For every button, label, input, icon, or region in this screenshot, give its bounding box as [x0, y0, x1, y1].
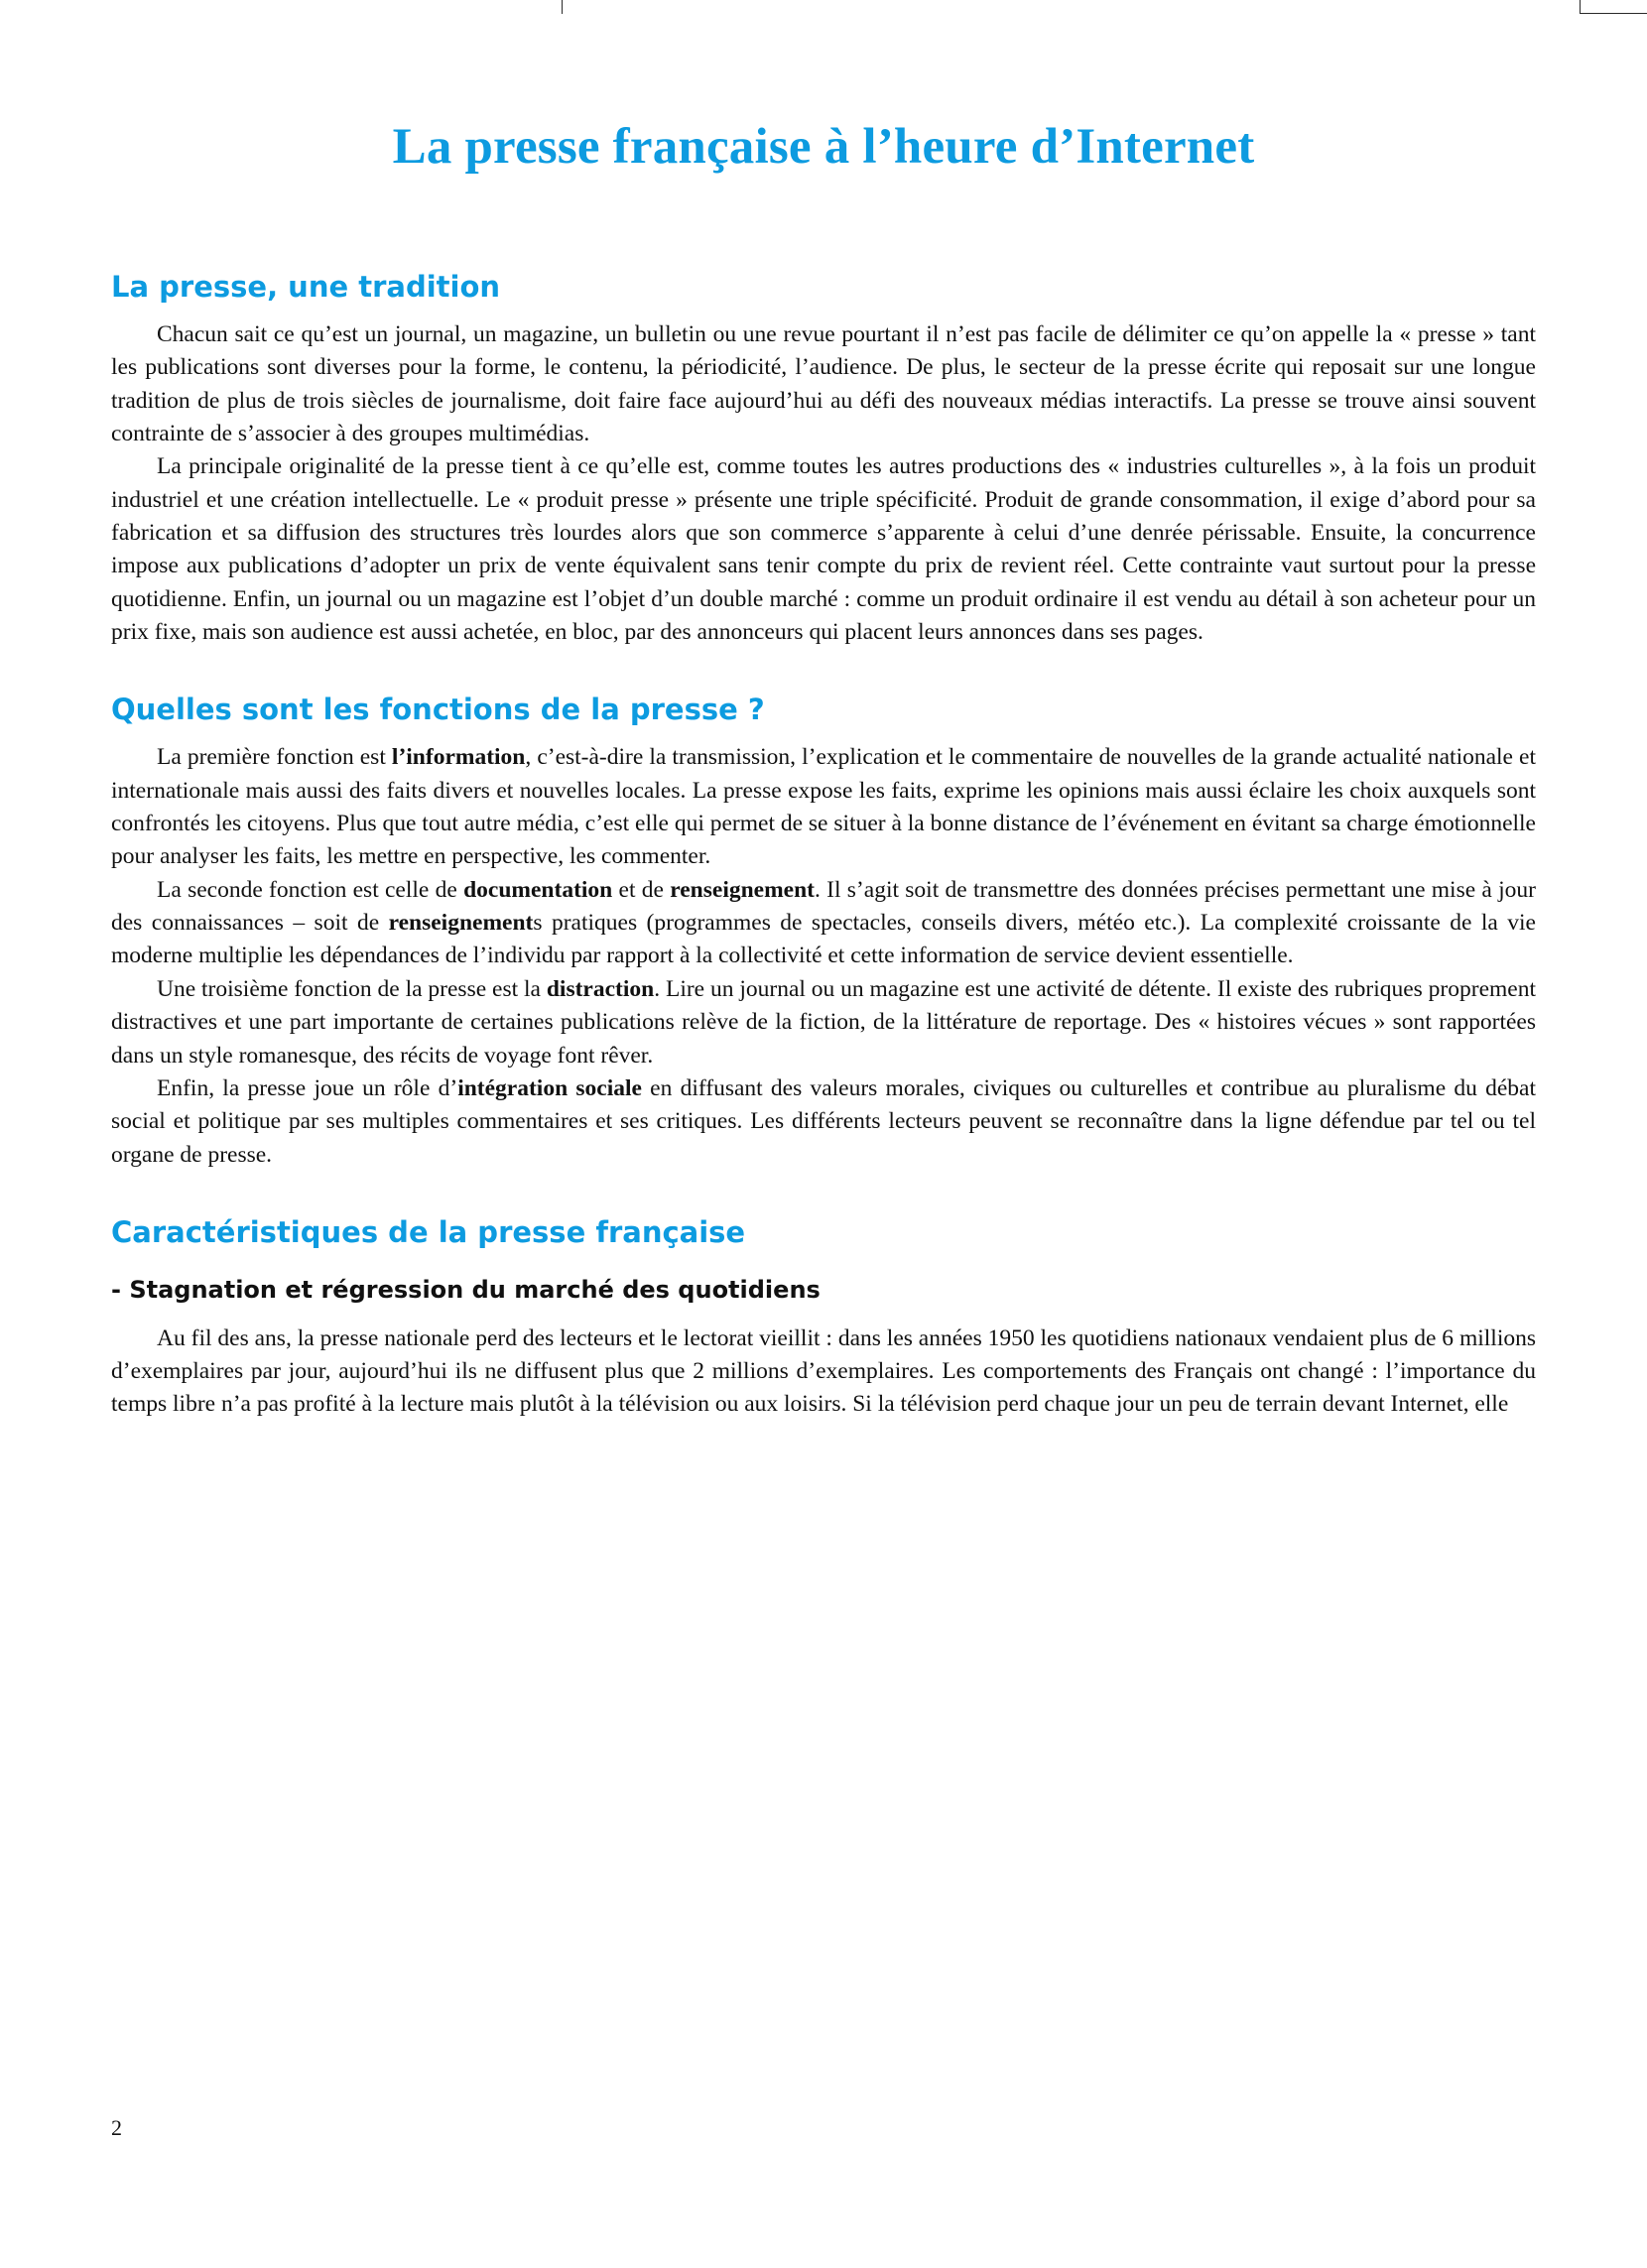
paragraph: La principale originalité de la presse tient à ce qu’elle est, comme toutes les autres productions des « industries culturelles », à la fois un produit industriel et une création intellectuelle. Le « produit presse » présente une triple spécificité. Produit de grande consommation, il exige d’abord pour sa fabrication et sa diffusion des structures très lourdes alors que son commerce s’apparente à celui d’une denrée périssable. Ensuite, la concurrence impose aux publications d’adopter un prix de vente équivalent sans tenir compte du prix de revient réel. Cette contrainte vaut surtout pour la presse quotidienne. Enfin, un journal ou un magazine est l’objet d’un double marché : comme un produit ordinaire il est vendu au détail à son acheteur pour un prix fixe, mais son audience est aussi achetée, en bloc, par des annonceurs qui placent leurs annonces dans ses pages.	[111, 453, 1536, 646]
section-heading-tradition: La presse, une tradition	[111, 270, 501, 305]
paragraph: La première fonction est l’information, c’est-à-dire la transmission, l’explication et le commentaire de nouvelles de la grande actualité nationale et internationale mais aussi des faits divers et nouvelles locales. La presse expose les faits, exprime les opinions mais aussi éclaire les choix auxquels sont confrontés les citoyens. Plus que tout autre média, c’est elle qui permet de se situer à la bonne distance de l’événement en évitant sa charge émotionnelle pour analyser les faits, les mettre en perspective, les commenter.	[111, 744, 1536, 870]
paragraph: La seconde fonction est celle de documentation et de renseignement. Il s’agit soit de transmettre des données précises permettant une mise à jour des connaissances – soit de renseignements pratiques (programmes de spectacles, conseils divers, météo etc.). La complexité croissante de la vie moderne multiplie les dépendances de l’individu par rapport à la collectivité et cette information de service devient essentielle.	[111, 876, 1536, 969]
section-heading-fonctions: Quelles sont les fonctions de la presse ?	[111, 693, 765, 727]
paragraph: Une troisième fonction de la presse est la distraction. Lire un journal ou un magazine est une activité de détente. Il existe des rubriques proprement distractives et une part importante de certaines publications relève de la fiction, de la littérature de reportage. Des « histoires vécues » sont rapportées dans un style romanesque, des récits de voyage font rêver.	[111, 975, 1536, 1069]
section-heading-caracteristiques: Caractéristiques de la presse française	[111, 1214, 746, 1249]
paragraph: Au fil des ans, la presse nationale perd des lecteurs et le lectorat vieillit : dans les années 1950 les quotidiens nationaux vendaient plus de 6 millions d’exemplaires par jour, aujourd’hui ils ne diffusent plus que 2 millions d’exemplaires. Les comportements des Français ont changé : l’importance du temps libre n’a pas profité à la lecture mais plutôt à la télévision ou aux loisirs. Si la télévision perd chaque jour un peu de terrain devant Internet, elle	[111, 1324, 1536, 1418]
paragraph: Chacun sait ce qu’est un journal, un magazine, un bulletin ou une revue pourtant il n’est pas facile de délimiter ce qu’on appelle la « presse » tant les publications sont diverses pour la forme, le contenu, la périodicité, l’audience. De plus, le secteur de la presse écrite qui reposait sur une longue tradition de plus de trois siècles de journalisme, doit faire face aujourd’hui au défi des nouveaux médias interactifs. La presse se trouve ainsi souvent contrainte de s’associer à des groupes multimédias.	[111, 320, 1536, 446]
crop-mark-left	[562, 0, 563, 14]
page-title: La presse française à l’heure d’Internet	[392, 119, 1255, 175]
subsection-heading-stagnation: - Stagnation et régression du marché des quotidiens	[111, 1275, 821, 1304]
page-number: 2	[111, 2115, 122, 2140]
crop-mark-right	[1580, 0, 1581, 14]
paragraph: Enfin, la presse joue un rôle d’intégration sociale en diffusant des valeurs morales, civiques ou culturelles et contribue au pluralisme du débat social et politique par ses multiples commentaires et ses critiques. Les différents lecteurs peuvent se reconnaître dans la ligne défendue par tel ou tel organe de presse.	[111, 1074, 1536, 1168]
crop-mark-corner	[1580, 13, 1647, 14]
document-content	[111, 119, 1536, 1422]
